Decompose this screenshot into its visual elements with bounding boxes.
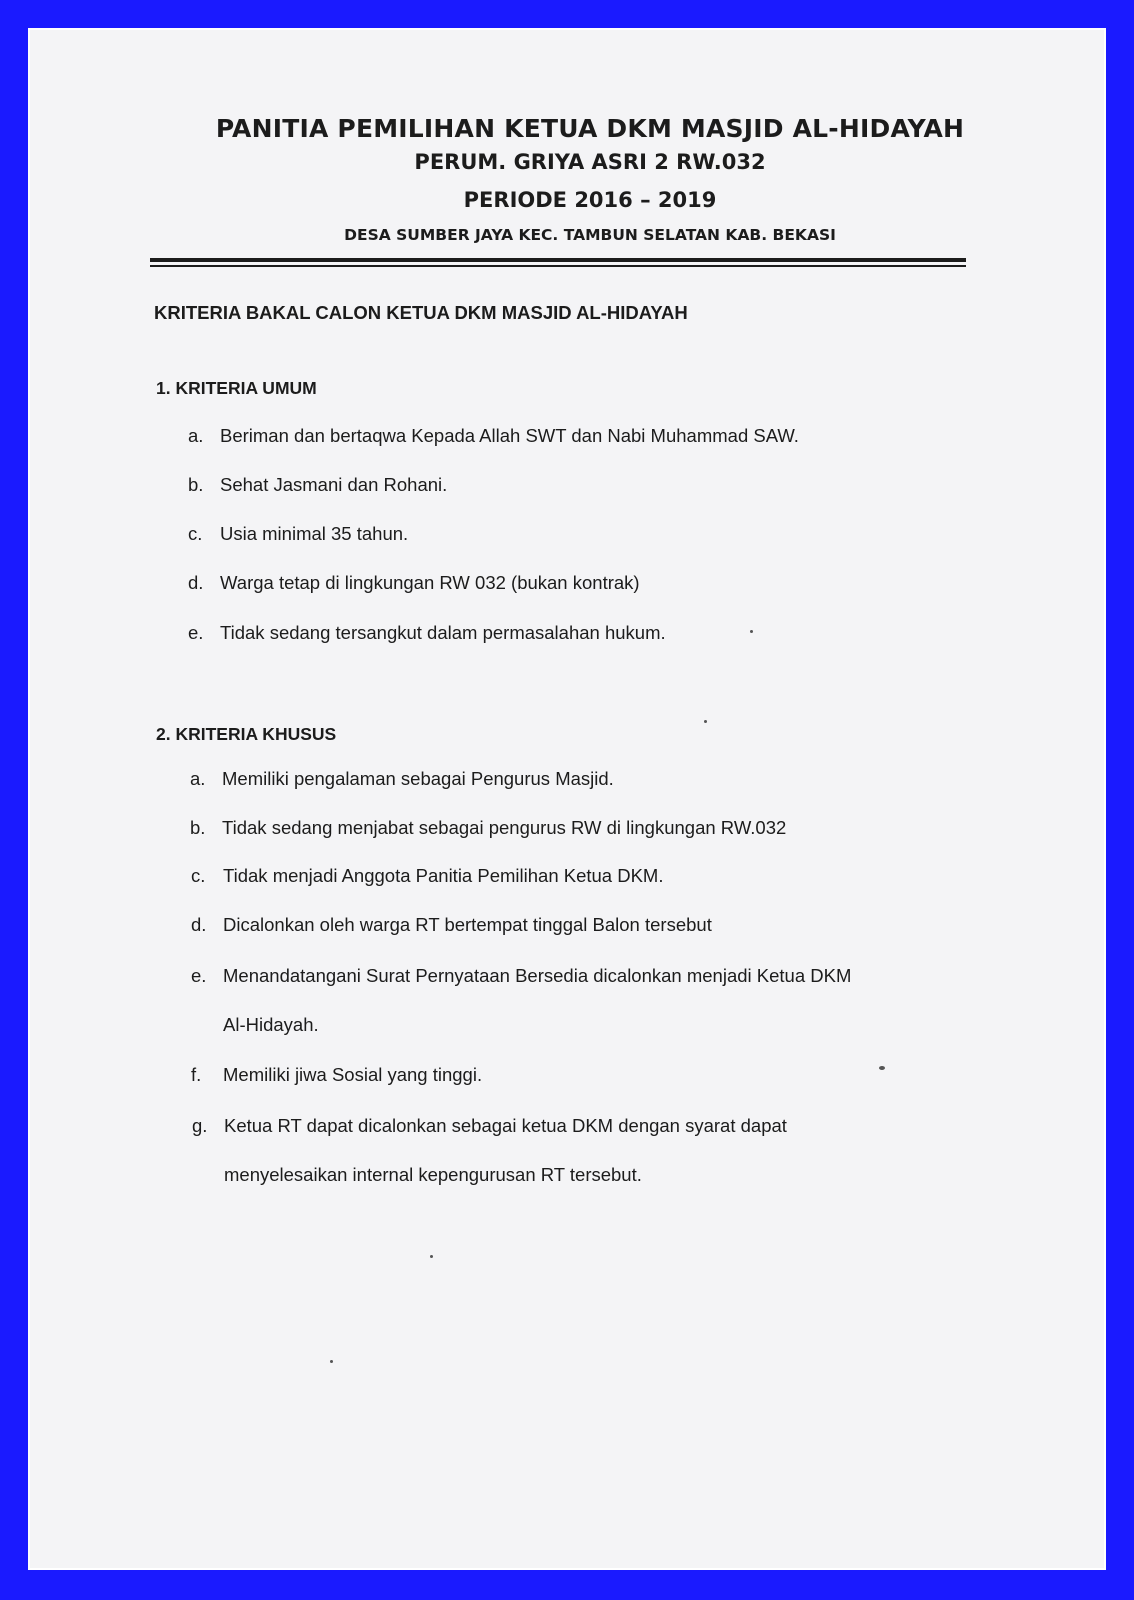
list-item-text: Warga tetap di lingkungan RW 032 (bukan kontrak): [220, 572, 640, 593]
scan-speck: [750, 630, 753, 633]
list-item-text-continuation: menyelesaikan internal kepengurusan RT tersebut.: [224, 1164, 642, 1185]
list-item-text: Tidak sedang menjabat sebagai pengurus RW di lingkungan RW.032: [222, 817, 787, 838]
list-item-text: Ketua RT dapat dicalonkan sebagai ketua DKM dengan syarat dapat: [224, 1115, 787, 1136]
section-heading-special-criteria: 2. KRITERIA KHUSUS: [156, 724, 337, 744]
list-item-text: Memiliki pengalaman sebagai Pengurus Masjid.: [222, 768, 614, 789]
list-item-letter: b.: [190, 817, 206, 838]
list-item-letter: g.: [192, 1115, 208, 1136]
list-item-text: Usia minimal 35 tahun.: [220, 523, 409, 544]
list-item-text: Tidak sedang tersangkut dalam permasalahan hukum.: [220, 622, 666, 643]
list-item-text: Dicalonkan oleh warga RT bertempat tinggal Balon tersebut: [223, 914, 712, 935]
scan-speck: [704, 720, 707, 723]
list-item-letter: c.: [191, 865, 206, 886]
section-heading-general-criteria: 1. KRITERIA UMUM: [156, 378, 317, 398]
document-title: KRITERIA BAKAL CALON KETUA DKM MASJID AL-HIDAYAH: [154, 302, 688, 323]
header-committee-name: PANITIA PEMILIHAN KETUA DKM MASJID AL-HIDAYAH: [215, 114, 965, 143]
list-item-letter: d.: [191, 914, 207, 935]
list-item-letter: c.: [188, 523, 203, 544]
list-item-text: Tidak menjadi Anggota Panitia Pemilihan Ketua DKM.: [223, 865, 664, 886]
list-item-text-continuation: Al-Hidayah.: [223, 1014, 319, 1035]
scan-speck: [879, 1066, 885, 1070]
document-page: [28, 28, 1106, 1570]
header-divider-thin: [150, 265, 966, 267]
list-item-letter: f.: [191, 1064, 202, 1085]
header-housing-address: PERUM. GRIYA ASRI 2 RW.032: [414, 150, 766, 174]
scan-speck: [430, 1255, 433, 1258]
header-period: PERIODE 2016 – 2019: [463, 188, 717, 212]
list-item-text: Memiliki jiwa Sosial yang tinggi.: [223, 1064, 483, 1085]
list-item-letter: d.: [188, 572, 204, 593]
header-divider-thick: [150, 258, 966, 262]
list-item-letter: e.: [188, 622, 204, 643]
header-village-district: DESA SUMBER JAYA KEC. TAMBUN SELATAN KAB. BEKASI: [344, 226, 836, 244]
scan-speck: [330, 1360, 333, 1363]
list-item-text: Beriman dan bertaqwa Kepada Allah SWT dan Nabi Muhammad SAW.: [220, 425, 799, 446]
list-item-letter: e.: [191, 965, 207, 986]
list-item-text: Menandatangani Surat Pernyataan Bersedia dicalonkan menjadi Ketua DKM: [223, 965, 852, 986]
list-item-letter: b.: [188, 474, 204, 495]
list-item-text: Sehat Jasmani dan Rohani.: [220, 474, 448, 495]
list-item-letter: a.: [190, 768, 206, 789]
list-item-letter: a.: [188, 425, 204, 446]
